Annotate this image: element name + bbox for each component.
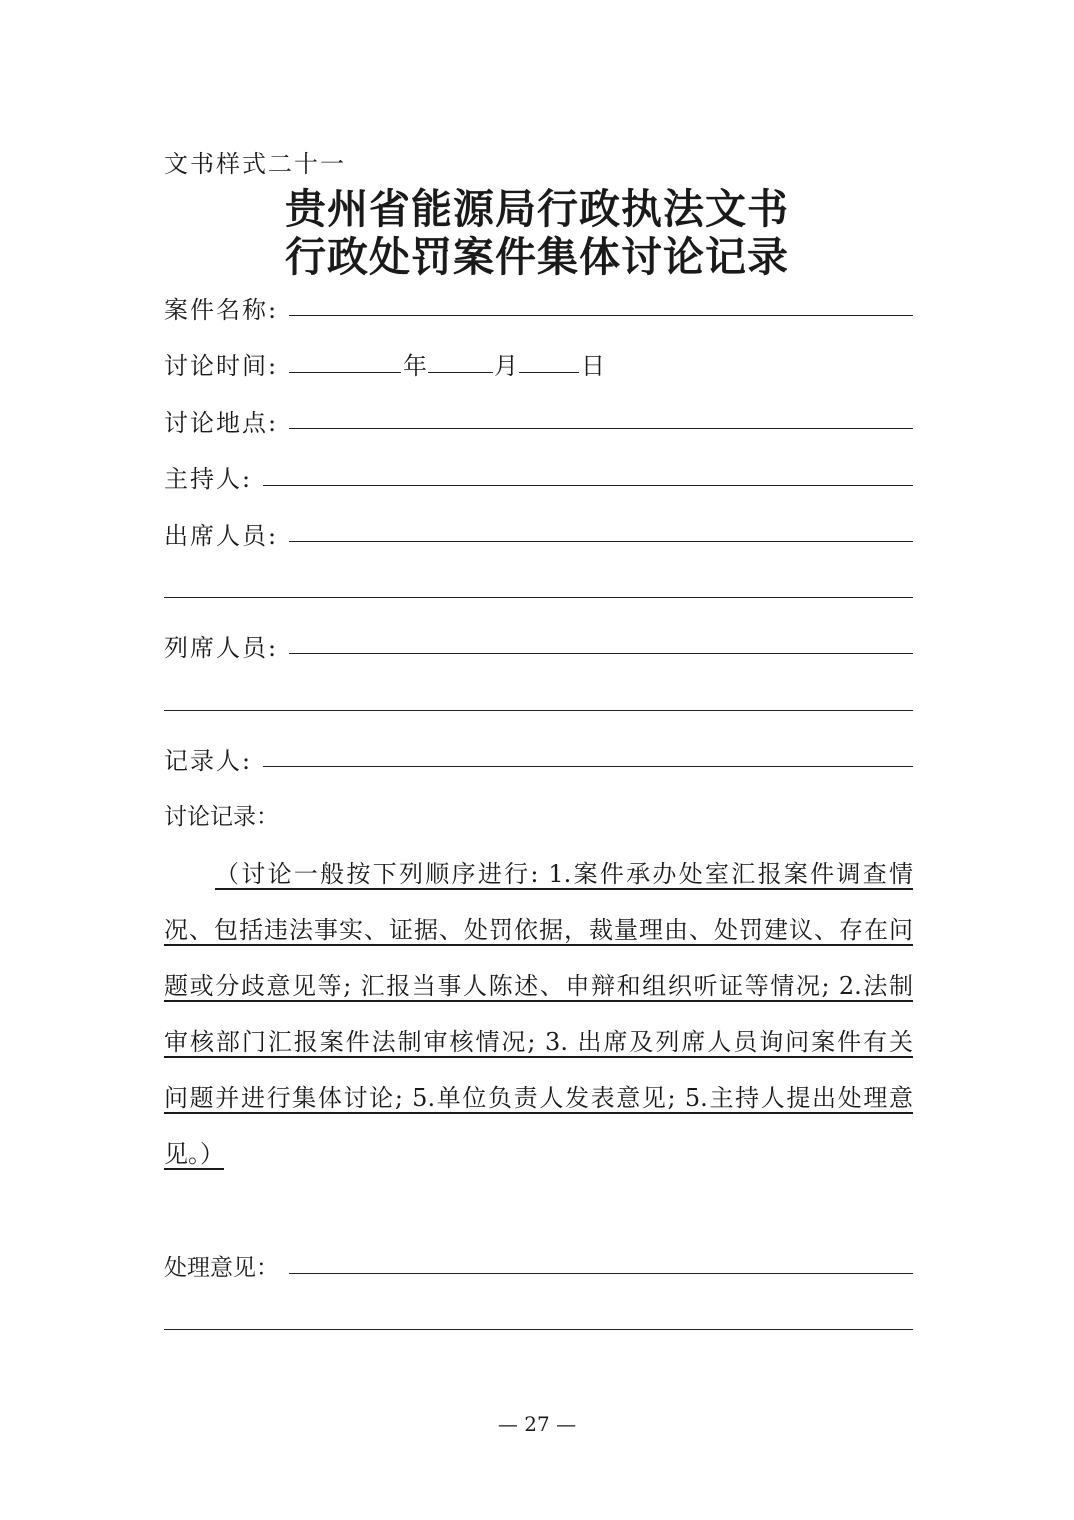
discussion-time-label: 讨论时间: (164, 352, 279, 380)
document-title-line-1: 贵州省能源局行政执法文书 (285, 185, 789, 233)
attendees-field-continuation[interactable] (164, 597, 913, 598)
observers-label: 列席人员: (164, 634, 279, 662)
handling-opinion-field[interactable] (289, 1273, 913, 1274)
record-instruction-line-2: 况、包括违法事实、证据、处罚依据，裁量理由、处罚建议、存在问 (164, 916, 913, 944)
record-instruction-line-6: 见。） (164, 1140, 224, 1168)
case-name-label: 案件名称: (164, 296, 279, 324)
month-label: 月 (494, 352, 520, 380)
day-field[interactable] (519, 372, 579, 373)
record-instruction-line-4: 审核部门汇报案件法制审核情况; 3. 出席及列席人员询问案件有关 (164, 1028, 913, 1056)
handling-opinion-heading: 处理意见： (164, 1255, 279, 1281)
document-title-line-2: 行政处罚案件集体讨论记录 (285, 233, 789, 281)
handling-opinion-field-continuation[interactable] (164, 1329, 913, 1330)
host-label: 主持人: (164, 465, 253, 493)
attendees-field[interactable] (289, 541, 913, 542)
page-number: — 27 — (497, 1412, 577, 1436)
host-field[interactable] (263, 485, 913, 486)
record-instruction-line-5: 问题并进行集体讨论; 5.单位负责人发表意见; 5.主持人提出处理意 (164, 1084, 913, 1112)
record-instruction-line-3: 题或分歧意见等; 汇报当事人陈述、申辩和组织听证等情况; 2.法制 (164, 972, 913, 1000)
record-instruction-line-1: （讨论一般按下列顺序进行: 1.案件承办处室汇报案件调查情 (215, 860, 913, 888)
attendees-label: 出席人员: (164, 522, 279, 550)
year-label: 年 (403, 352, 429, 380)
month-field[interactable] (428, 372, 493, 373)
discussion-place-field[interactable] (289, 428, 913, 429)
recorder-field[interactable] (263, 766, 913, 767)
discussion-place-label: 讨论地点: (164, 409, 279, 437)
day-label: 日 (581, 352, 607, 380)
case-name-field[interactable] (289, 315, 913, 316)
discussion-record-heading: 讨论记录： (164, 804, 279, 830)
observers-field-continuation[interactable] (164, 710, 913, 711)
recorder-label: 记录人: (164, 747, 253, 775)
year-field[interactable] (289, 372, 401, 373)
document-style-label: 文书样式二十一 (164, 150, 346, 178)
observers-field[interactable] (289, 653, 913, 654)
